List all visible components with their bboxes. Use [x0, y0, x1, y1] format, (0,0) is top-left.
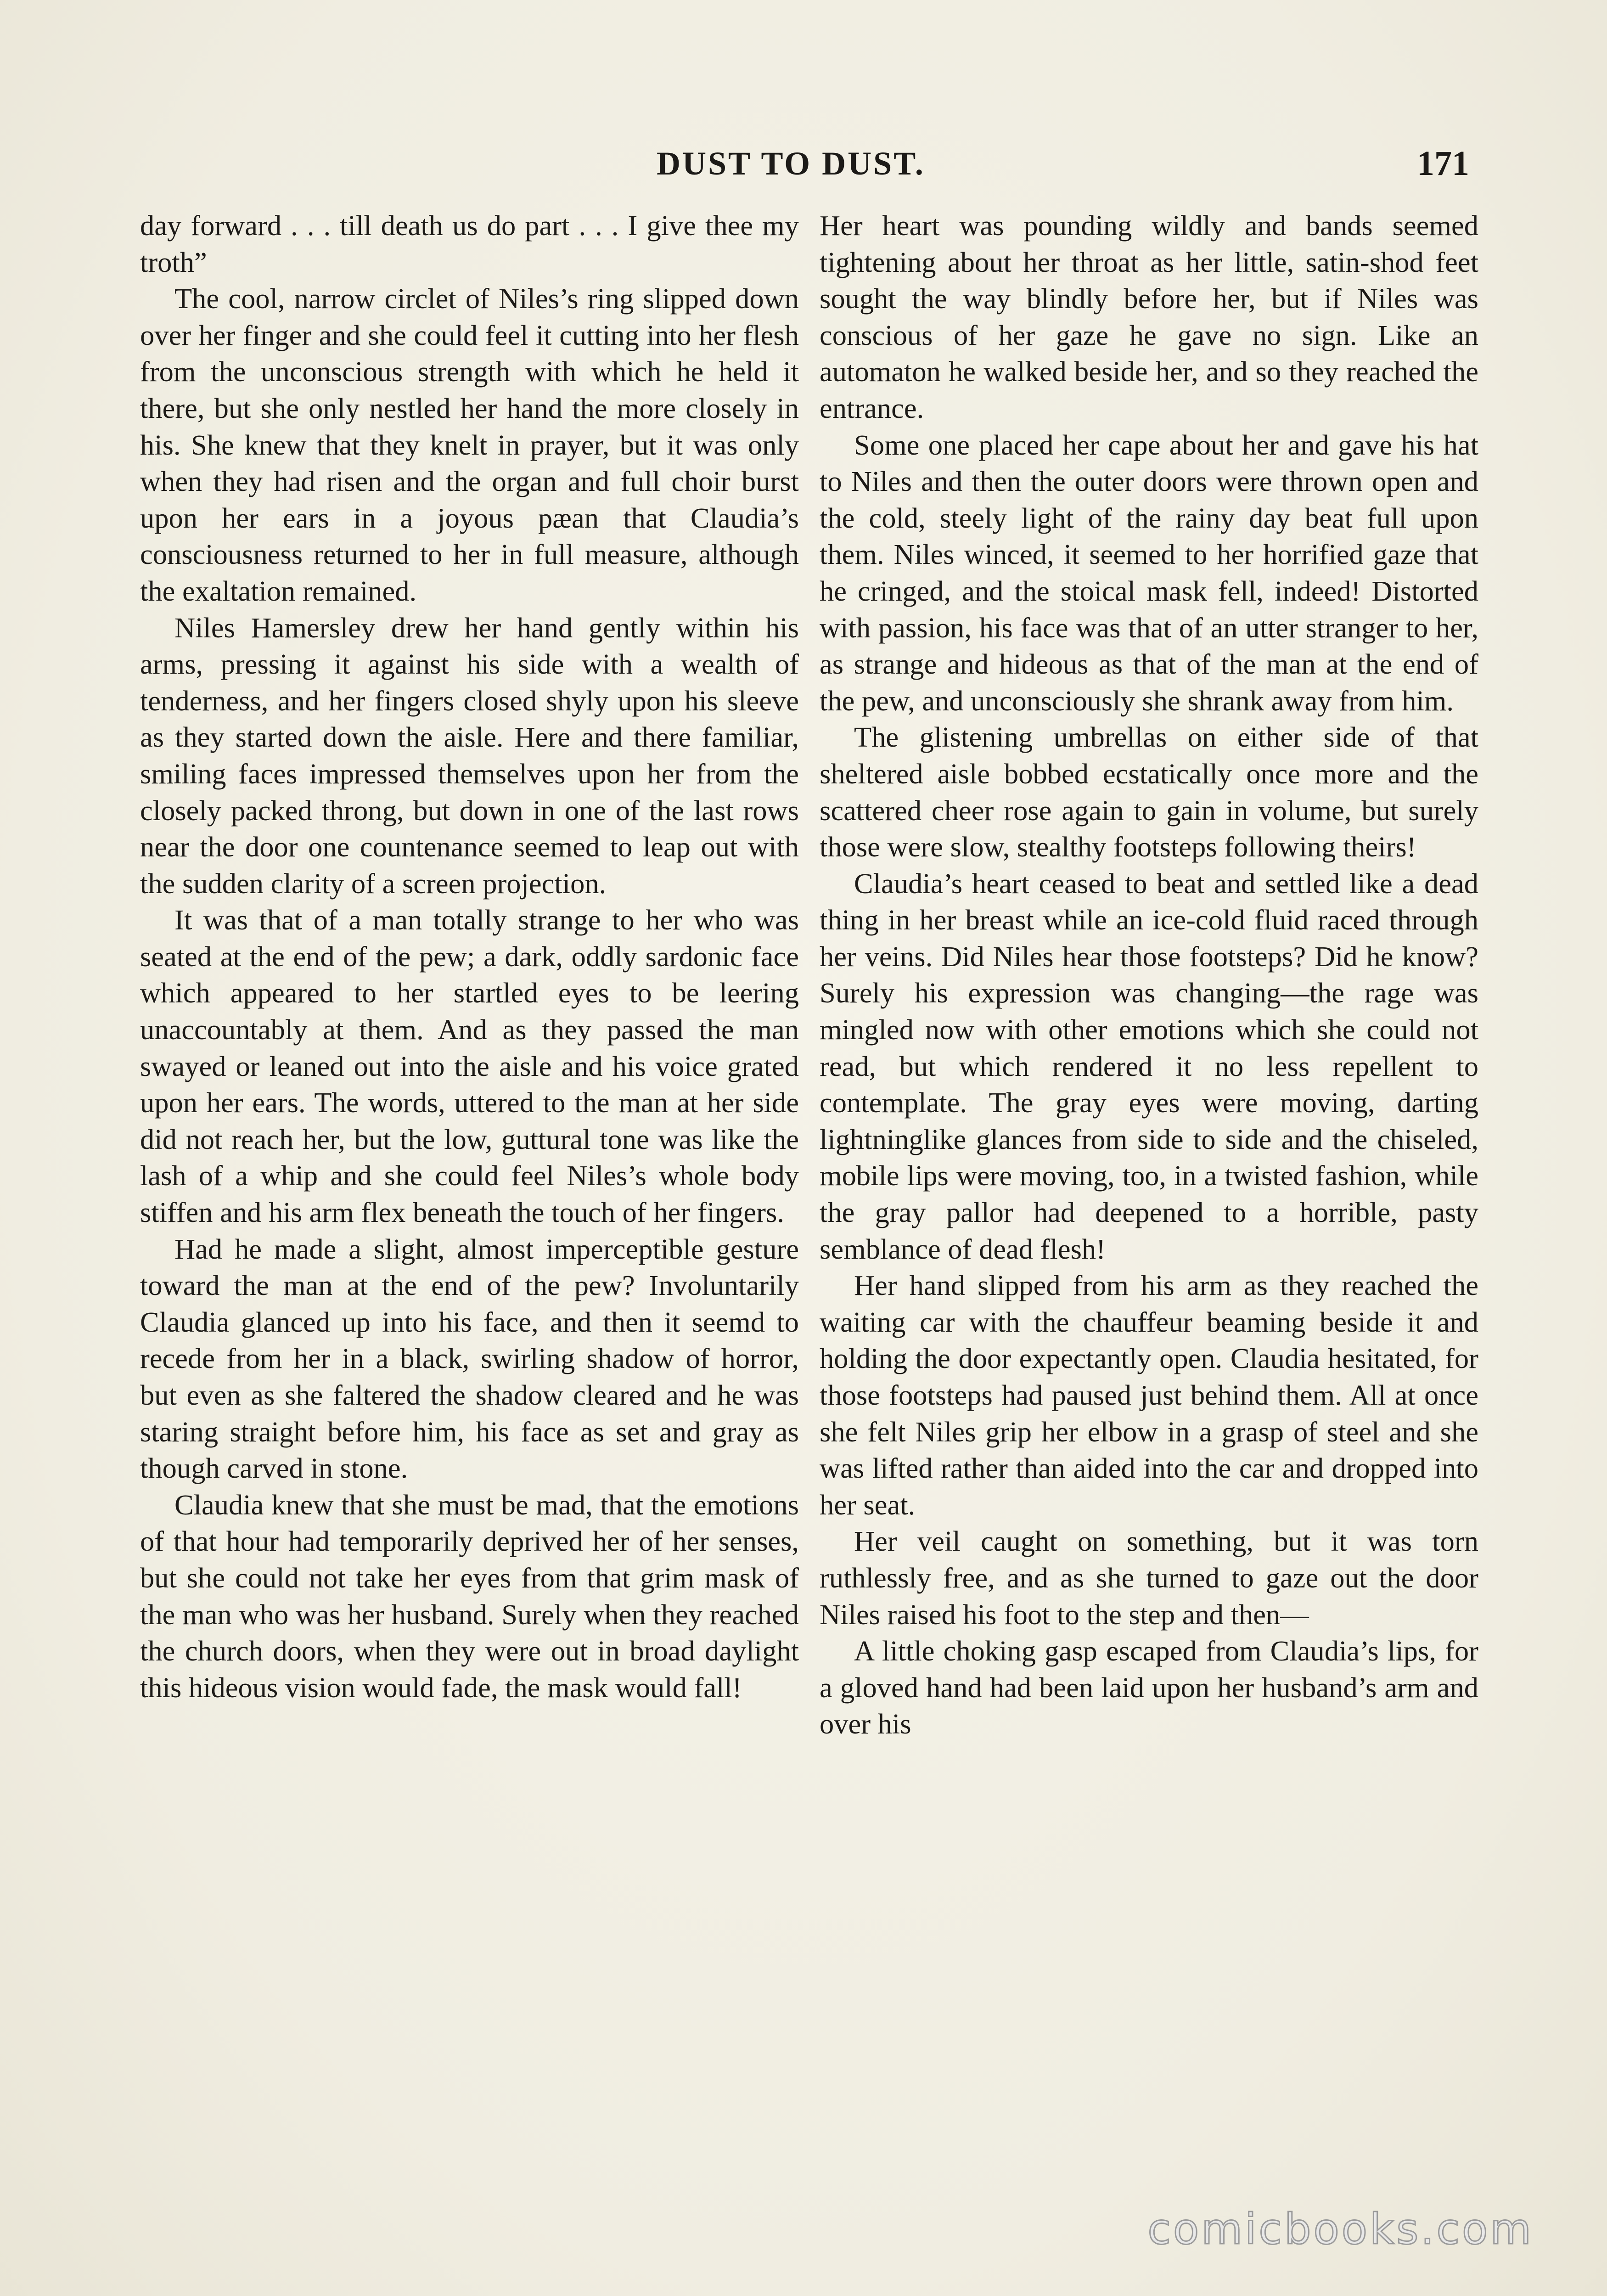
left-text-column: [140, 208, 799, 1706]
paragraph: It was that of a man totally strange to her who was seated at the end of the pew; a dark, oddly sardonic face which appeared to her startled eyes to be leering unaccountably at them. And as they passed the man swayed or leaned out into the aisle and his voice grated upon her ears. The words, uttered to the man at her side did not reach her, but the low, guttural tone was like the lash of a whip and she could feel Niles’s whole body stiffen and his arm flex beneath the touch of her fingers.: [140, 904, 799, 1229]
page-number: 171: [1417, 144, 1469, 183]
paragraph: day forward . . . till death us do part . . . I give thee my troth”: [140, 209, 799, 278]
paragraph: Niles Hamersley drew her hand gently within his arms, pressing it against his side with a wealth of tenderness, and her fingers closed shyly upon his sleeve as they started down the aisle. Here and there familiar, smiling faces impressed themselves upon her from the closely packed throng, but down in one of the last rows near the door one countenance seemed to leap out with the sudden clarity of a screen projection.: [140, 611, 799, 900]
site-watermark: comicbooks.com: [1147, 2205, 1534, 2254]
right-text-column: [820, 208, 1478, 1743]
paragraph: Her veil caught on something, but it was torn ruthlessly free, and as she turned to gaze out the door Niles raised his foot to the step and then—: [820, 1525, 1478, 1631]
page-header: [138, 141, 1469, 191]
paragraph: Had he made a slight, almost imperceptible gesture toward the man at the end of the pew? Involuntarily Claudia glanced up into his face, and then it seemd to recede from her in a black, swirling shadow of horror, but even as she faltered the shadow cleared and he was staring straight before him, his face as set and gray as though carved in stone.: [140, 1232, 799, 1485]
paragraph: Claudia’s heart ceased to beat and settled like a dead thing in her breast while an ice-cold fluid raced through her veins. Did Niles hear those footsteps? Did he know? Surely his expression was changing—the rage was mingled now with other emotions which she could not read, but which rendered it no less repellent to contemplate. The gray eyes were moving, darting lightninglike glances from side to side and the chiseled, mobile lips were moving, too, in a twisted fashion, while the gray pallor had deepened to a horrible, pasty semblance of dead flesh!: [820, 867, 1478, 1265]
paragraph: The cool, narrow circlet of Niles’s ring slipped down over her finger and she could feel it cutting into her flesh from the unconscious strength with which he held it there, but she only nestled her hand the more closely in his. She knew that they knelt in prayer, but it was only when they had risen and the organ and full choir burst upon her ears in a joyous pæan that Claudia’s consciousness returned to her in full measure, although the exaltation remained.: [140, 282, 799, 607]
paragraph: The glistening umbrellas on either side of that sheltered aisle bobbed ecstatically once more and the scattered cheer rose again to gain in volume, but surely those were slow, stealthy footsteps following theirs!: [820, 721, 1478, 863]
paragraph: Some one placed her cape about her and gave his hat to Niles and then the outer doors were thrown open and the cold, steely light of the rainy day beat full upon them. Niles winced, it seemed to her horrified gaze that he cringed, and the stoical mask fell, indeed! Distorted with passion, his face was that of an utter stranger to her, as strange and hideous as that of the man at the end of the pew, and unconsciously she shrank away from him.: [820, 428, 1478, 717]
paragraph: Her hand slipped from his arm as they reached the waiting car with the chauffeur beaming beside it and holding the door expectantly open. Claudia hesitated, for those footsteps had paused just behind them. All at once she felt Niles grip her elbow in a grasp of steel and she was lifted rather than aided into the car and dropped into her seat.: [820, 1269, 1478, 1521]
running-title: DUST TO DUST.: [657, 145, 925, 182]
paragraph: Claudia knew that she must be mad, that the emotions of that hour had temporarily deprived her of her senses, but she could not take her eyes from that grim mask of the man who was her husband. Surely when they reached the church doors, when they were out in broad daylight this hideous vision would fade, the mask would fall!: [140, 1488, 799, 1704]
paragraph: Her heart was pounding wildly and bands seemed tightening about her throat as her little, satin-shod feet sought the way blindly before her, but if Niles was conscious of her gaze he gave no sign. Like an automaton he walked beside her, and so they reached the entrance.: [820, 209, 1478, 424]
paragraph: A little choking gasp escaped from Claudia’s lips, for a gloved hand had been laid upon her husband’s arm and over his: [820, 1635, 1478, 1740]
